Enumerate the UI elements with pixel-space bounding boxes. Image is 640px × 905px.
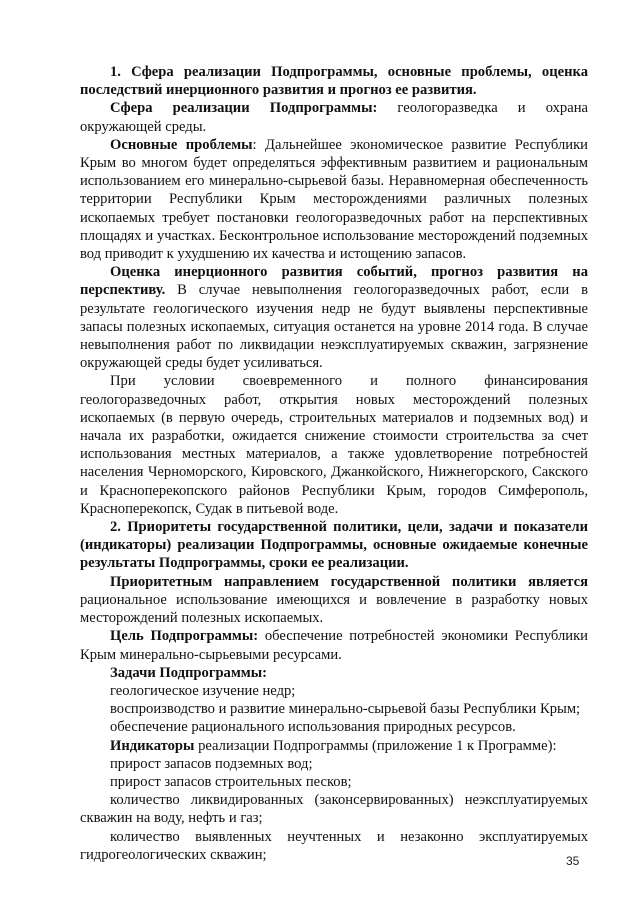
problems-text: : Дальнейшее экономическое развитие Республики Крым во многом будет определяться эффективным развитием и рациональным использованием его минерально-сырьевой базы. Неравномерная обеспеченность территории Республики Крым месторождениями различных полезных ископаемых требует постановки геологоразведочных работ на перспективных площадях и участках. Бесконтрольное использование месторождений подземных вод приводит к ухудшению их качества и истощению запасов.: [80, 136, 588, 263]
goal-paragraph: [80, 627, 588, 663]
task-item: геологическое изучение недр;: [110, 682, 296, 699]
section-2-heading: 2. Приоритеты государственной политики, цели, задачи и показатели (индикаторы) реализации Подпрограммы, основные ожидаемые конечные результаты Подпрограммы, сроки ее реализации.: [80, 519, 588, 572]
forecast-paragraph: [80, 263, 588, 372]
scope-paragraph: [80, 99, 588, 135]
goal-text: обеспечение потребностей экономики Республики Крым минерально-сырьевыми ресурсами.: [80, 628, 588, 663]
indicator-item: прирост запасов подземных вод;: [110, 755, 313, 772]
problems-label: Основные проблемы: [110, 136, 253, 153]
task-item: воспроизводство и развитие минерально-сырьевой базы Республики Крым;: [110, 701, 581, 718]
tasks-label: Задачи Подпрограммы:: [110, 664, 267, 681]
section-1-heading: 1. Сфера реализации Подпрограммы, основные проблемы, оценка последствий инерционного развития и прогноз ее развития.: [80, 64, 588, 99]
task-item: обеспечение рационального использования природных ресурсов.: [110, 719, 516, 736]
forecast-text: В случае невыполнения геологоразведочных работ, если в результате геологического изучения недр не будут выявлены перспективные запасы полезных ископаемых, ситуация останется на уровне 2014 года. В случае невыполнения работ по ликвидации неэксплуатируемых скважин, загрязнение окружающей среды будет усиливаться.: [80, 282, 588, 372]
financing-paragraph: При условии своевременного и полного финансирования геологоразведочных работ, открытия новых месторождений полезных ископаемых (в первую очередь, строительных материалов и подземных вод) и начала их разработки, ожидается снижение стоимости строительства за счет использования местных материалов, а также удовлетворение потребностей населения Черноморского, Кировского, Джанкойского, Нижнегорского, Сакского и Красноперекопского районов Республики Крым, городов Симферополь, Красноперекопск, Судак в питьевой воде.: [80, 373, 588, 517]
goal-label: Цель Подпрограммы:: [110, 628, 259, 645]
indicator-item: количество выявленных неучтенных и незаконно эксплуатируемых гидрогеологических скважин;: [80, 828, 588, 863]
indicators-text: реализации Подпрограммы (приложение 1 к Программе):: [194, 737, 557, 754]
priority-paragraph: [80, 573, 588, 628]
indicator-item: количество ликвидированных (законсервированных) неэксплуатируемых скважин на воду, нефть и газ;: [80, 792, 588, 827]
document-page: [80, 63, 588, 864]
indicators-paragraph: [80, 737, 588, 755]
indicators-label: Индикаторы: [110, 737, 195, 754]
scope-text: геологоразведка и охрана окружающей среды.: [80, 100, 588, 135]
indicator-item: прирост запасов строительных песков;: [110, 773, 352, 790]
scope-label: Сфера реализации Подпрограммы:: [110, 100, 378, 117]
priority-label: Приоритетным направлением государственной политики является: [110, 573, 588, 590]
page-number: 35: [566, 854, 580, 868]
forecast-label: Оценка инерционного развития событий, прогноз развития на перспективу.: [80, 264, 588, 299]
priority-text: рациональное использование имеющихся и вовлечение в разработку новых месторождений полезных ископаемых.: [80, 591, 588, 627]
problems-paragraph: [80, 136, 588, 263]
